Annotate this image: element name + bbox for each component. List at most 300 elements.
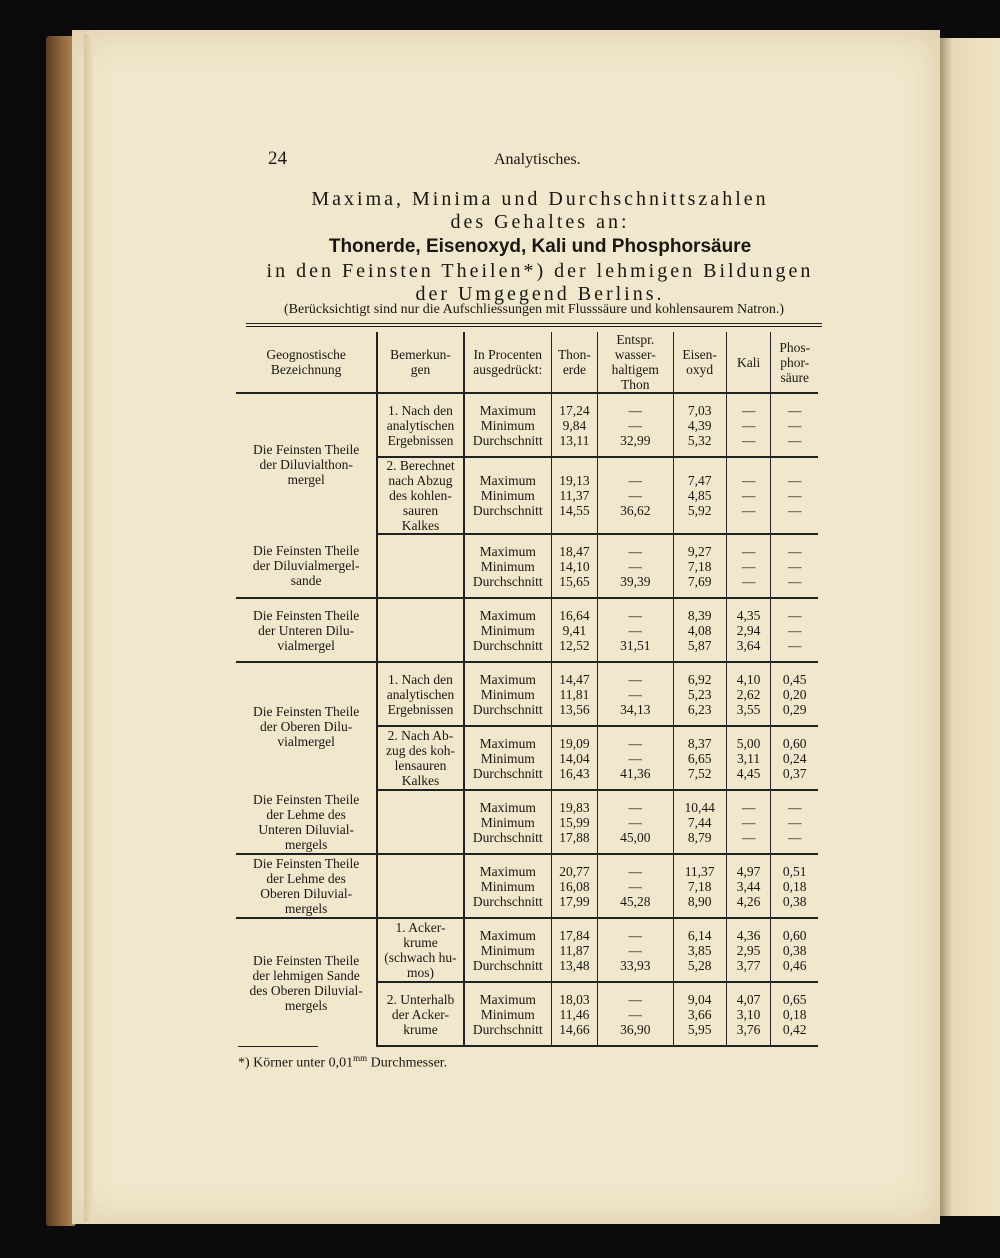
page-gutter [84,34,94,1222]
geo-designation-line: Oberen Diluvial- [260,886,353,901]
remark-line: krume [403,935,438,950]
thonerde-cell-value: 19,83 [559,799,590,815]
title-line-4: in den Feinsten Theilen*) der lehmigen Bildungen [266,260,814,282]
kali-cell-value: 4,07 [736,991,761,1007]
thonerde-cell-value: 17,24 [559,402,590,418]
stat-labels-value: Minimum [480,1006,535,1022]
entspr-thon-cell [597,726,673,790]
eisenoxyd-cell-value: 7,52 [687,765,712,781]
thonerde-cell [551,534,597,598]
eisenoxyd-cell-value: 8,37 [687,735,712,751]
stat-labels-value: Maximum [479,473,536,488]
phosphorsaeure-cell-value: — [787,637,802,653]
kali-cell-value: 3,77 [736,957,761,973]
stat-labels-value: Minimum [480,622,535,638]
stat-labels-value: Durchschnitt [472,957,543,973]
eisenoxyd-cell-value: 8,79 [687,829,712,845]
table-note: (Berücksichtigt sind nur die Aufschliessungen mit Flusssäure und kohlensaurem Natron.) [283,302,785,317]
header-ent-line: Entspr. [616,332,655,347]
phosphorsaeure-cell-value: 0,18 [782,1006,807,1022]
entspr-thon-cell-value: — [628,735,642,751]
eisenoxyd-cell-value: 5,32 [687,432,712,448]
title-line-1: Maxima, Minima und Durchschnittszahlen [311,188,769,210]
table-row [236,598,818,662]
thonerde-cell-value: 17,84 [559,927,590,943]
remark-line: 1. Nach den [388,402,453,418]
stat-labels-value: Maximum [479,927,536,943]
entspr-thon-cell-value: — [628,878,642,894]
entspr-thon-cell-value: — [628,473,642,488]
thonerde-cell-value: 14,04 [559,750,590,766]
kali-cell-value: — [741,814,756,830]
table-row [236,854,818,918]
thonerde-cell-value: 14,47 [559,671,590,687]
stat-labels [464,854,552,918]
thonerde-cell-value: 14,10 [559,558,590,574]
header-ent-line: haltigem [611,362,659,377]
kali-cell-value: — [741,573,756,589]
remark-line: 2. Unterhalb [386,991,455,1007]
thonerde-cell-value: 13,48 [559,957,590,973]
entspr-thon-cell [597,457,673,534]
stat-labels-value: Minimum [480,942,535,958]
phosphorsaeure-cell-value: — [787,402,802,418]
geo-designation-line: Die Feinsten Theile [253,791,360,807]
thonerde-cell-value: 15,65 [559,573,590,589]
geo-designation-line: vialmergel [277,637,335,653]
thonerde-cell-value: 9,84 [562,417,587,433]
entspr-thon-cell-value: — [628,814,642,830]
phosphorsaeure-cell [771,662,818,726]
kali-cell-value: 3,11 [737,750,761,766]
footnote-rule [238,1046,318,1047]
kali-cell-value: 4,26 [736,893,761,909]
kali-cell-value: — [741,558,756,574]
eisenoxyd-cell [673,726,726,790]
entspr-thon-cell-value: 33,93 [620,957,651,973]
geo-designation-line: der Diluvialthon- [259,456,353,472]
phosphorsaeure-cell-value: — [787,417,802,433]
phosphorsaeure-cell [771,790,818,854]
entspr-thon-cell-value: — [628,402,642,418]
stat-labels-value: Durchschnitt [472,701,543,717]
table-title [230,188,850,306]
remark-cell [377,598,463,662]
thonerde-cell-value: 16,43 [559,765,590,781]
entspr-thon-cell-value: — [628,622,642,638]
header-bem-line: gen [410,362,431,377]
header-kali-line: Kali [736,354,761,370]
thonerde-cell-value: 13,11 [559,432,590,448]
geo-designation-line: Die Feinsten Theile [253,856,360,871]
thonerde-cell-value: 11,81 [559,686,590,702]
geo-designation-line: Die Feinsten Theile [253,441,360,457]
kali-cell [726,662,771,726]
title-line-2: des Gehaltes an: [450,211,630,233]
thonerde-cell-value: 16,64 [559,607,590,623]
remark-line: 1. Nach den [388,671,453,687]
kali-cell-value: — [741,799,756,815]
kali-cell-value: 3,76 [736,1021,761,1037]
footnote-text [238,1053,538,1072]
eisenoxyd-cell-value: 6,23 [687,701,712,717]
entspr-thon-cell-value: 41,36 [620,765,651,781]
stat-labels-value: Durchschnitt [472,637,543,653]
geo-designation-line: der lehmigen Sande [252,967,360,983]
kali-cell [726,457,771,534]
header-thon-line: Thon- [557,347,591,362]
eisenoxyd-cell-value: 3,85 [687,942,712,958]
entspr-thon-cell [597,790,673,854]
phosphorsaeure-cell [771,918,818,982]
stat-labels-value: Durchschnitt [472,765,543,781]
table-body [236,393,818,1046]
kali-cell-value: 4,45 [736,765,761,781]
stat-labels [464,982,552,1046]
geo-designation-line: Die Feinsten Theile [253,704,360,719]
footnote-suffix: Durchmesser. [367,1055,448,1071]
stat-labels [464,393,552,457]
thonerde-cell-value: 17,88 [559,829,590,845]
entspr-thon-cell [597,662,673,726]
kali-cell-value: 4,35 [736,607,761,623]
eisenoxyd-cell-value: 11,37 [684,863,715,879]
facing-page-edge [932,38,1000,1216]
stat-labels-value: Durchschnitt [472,573,543,589]
remark-line: krume [403,1021,438,1037]
phosphorsaeure-cell-value: 0,46 [782,957,807,973]
phosphorsaeure-cell-value: — [787,503,802,518]
header-bem-line: Bemerkun- [390,347,451,362]
eisenoxyd-cell [673,918,726,982]
remark-cell [377,726,463,790]
kali-cell-value: 4,97 [736,863,761,879]
entspr-thon-cell-value: — [628,543,642,559]
phosphorsaeure-cell-value: 0,45 [782,671,807,687]
kali-cell-value: 2,95 [736,942,761,958]
kali-cell [726,854,771,918]
entspr-thon-cell [597,854,673,918]
table-row [236,534,818,598]
phosphorsaeure-cell-value: 0,24 [782,750,807,766]
remark-cell [377,662,463,726]
remark-line: mos) [406,965,434,980]
eisenoxyd-cell-value: 7,18 [687,558,712,574]
header-geo-line: Geognostische [266,347,346,362]
kali-cell-value: — [741,473,756,488]
stat-labels [464,598,552,662]
phosphorsaeure-cell-value: — [787,814,802,830]
table-top-rule-2 [246,326,822,327]
geo-designation [236,534,377,598]
thonerde-cell-value: 9,41 [562,622,587,638]
geo-designation [236,854,377,918]
phosphorsaeure-cell [771,598,818,662]
phosphorsaeure-cell-value: 0,60 [782,927,807,943]
geo-designation-line: Die Feinsten Theile [253,543,360,558]
kali-cell-value: — [741,829,756,845]
stat-labels-value: Maximum [479,799,536,815]
thonerde-cell-value: 17,99 [559,893,590,909]
kali-cell [726,726,771,790]
remark-line: Kalkes [401,518,440,533]
stat-labels-value: Minimum [480,878,535,894]
header-proz-line: In Procenten [473,347,543,362]
stat-labels-value: Durchschnitt [472,503,543,518]
entspr-thon-cell-value: 36,90 [620,1021,651,1037]
header-phos-line: säure [780,369,809,385]
geo-designation [236,662,377,790]
table-row [236,918,818,982]
kali-cell-value: 5,00 [736,735,761,751]
phosphorsaeure-cell-value: — [787,558,802,574]
header-bem [377,332,463,393]
phosphorsaeure-cell-value: — [787,473,802,488]
entspr-thon-cell-value: 36,62 [620,503,651,518]
eisenoxyd-cell-value: 8,39 [687,607,712,623]
eisenoxyd-cell-value: 7,47 [687,473,712,488]
header-phos [771,332,818,393]
remark-line: (schwach hu- [384,950,457,965]
eisenoxyd-cell-value: 5,28 [687,957,712,973]
stat-labels-value: Minimum [480,750,535,766]
entspr-thon-cell-value: — [628,1006,642,1022]
phosphorsaeure-cell [771,726,818,790]
kali-cell-value: — [741,432,756,448]
stat-labels [464,662,552,726]
geo-designation [236,393,377,534]
geo-designation-line: der Unteren Dilu- [258,622,355,638]
entspr-thon-cell-value: 45,00 [620,829,651,845]
table-row [236,790,818,854]
geo-designation [236,790,377,854]
geo-designation-line: sande [290,573,322,588]
eisenoxyd-cell-value: 6,65 [687,750,712,766]
thonerde-cell-value: 18,47 [559,543,590,559]
thonerde-cell [551,982,597,1046]
kali-cell-value: 3,44 [736,878,761,894]
thonerde-cell-value: 11,46 [559,1006,590,1022]
remark-cell [377,393,463,457]
eisenoxyd-cell-value: 6,92 [687,671,712,687]
entspr-thon-cell-value: 45,28 [620,893,651,909]
header-thon-line: erde [562,362,587,377]
geo-designation-line: mergels [284,997,328,1013]
eisenoxyd-cell-value: 4,08 [687,622,712,638]
eisenoxyd-cell [673,982,726,1046]
phosphorsaeure-cell-value: 0,51 [782,863,807,879]
thonerde-cell-value: 15,99 [559,814,590,830]
kali-cell [726,790,771,854]
phosphorsaeure-cell-value: — [787,622,802,638]
remark-cell [377,457,463,534]
eisenoxyd-cell [673,854,726,918]
geo-designation [236,598,377,662]
phosphorsaeure-cell [771,457,818,534]
kali-cell-value: 3,64 [736,637,761,653]
thonerde-cell-value: 14,55 [559,503,590,518]
remark-cell [377,918,463,982]
entspr-thon-cell-value: — [628,799,642,815]
entspr-thon-cell-value: — [628,558,642,574]
remark-line: Ergebnissen [387,701,454,717]
thonerde-cell-value: 20,77 [559,863,590,879]
eisenoxyd-cell [673,790,726,854]
geo-designation-line: der Lehme des [266,871,346,886]
stat-labels [464,918,552,982]
geo-designation-line: Die Feinsten Theile [253,952,360,968]
footnote-prefix: *) Körner unter 0,01 [238,1055,354,1071]
phosphorsaeure-cell [771,393,818,457]
eisenoxyd-cell [673,534,726,598]
table-row [236,662,818,726]
header-eis-line: Eisen- [682,347,717,362]
stat-labels [464,790,552,854]
thonerde-cell [551,726,597,790]
entspr-thon-cell [597,982,673,1046]
stat-labels-value: Maximum [479,863,536,879]
header-ent-line: Thon [621,377,650,392]
kali-cell-value: — [741,417,756,433]
kali-cell [726,598,771,662]
eisenoxyd-cell-value: 4,39 [687,417,712,433]
geo-designation-line: der Oberen Dilu- [260,719,353,734]
kali-cell [726,982,771,1046]
eisenoxyd-cell-value: 9,27 [687,543,712,559]
entspr-thon-cell-value: 39,39 [620,573,651,589]
title-line-3: Thonerde, Eisenoxyd, Kali und Phosphorsäure [328,236,752,257]
geo-designation-line: vialmergel [277,734,335,749]
eisenoxyd-cell [673,662,726,726]
header-geo [236,332,377,393]
remark-line: nach Abzug [388,473,453,488]
kali-cell-value: — [741,488,756,503]
phosphorsaeure-cell-value: 0,38 [782,893,807,909]
phosphorsaeure-cell-value: 0,42 [782,1021,807,1037]
thonerde-cell [551,662,597,726]
phosphorsaeure-cell [771,982,818,1046]
kali-cell-value: — [741,503,756,518]
thonerde-cell-value: 11,87 [559,942,590,958]
geo-designation-line: mergel [287,471,325,487]
eisenoxyd-cell-value: 5,87 [687,637,712,653]
stat-labels [464,726,552,790]
thonerde-cell [551,918,597,982]
footnote [238,1046,538,1072]
entspr-thon-cell-value: — [628,607,642,623]
thonerde-cell-value: 19,13 [559,473,590,488]
header-phos-line: Phos- [779,339,811,355]
phosphorsaeure-cell-value: 0,18 [782,878,807,894]
page-number: 24 [268,148,287,169]
header-proz-line: ausgedrückt: [473,362,543,377]
eisenoxyd-cell-value: 9,04 [687,991,712,1007]
header-phos-line: phor- [780,354,810,370]
phosphorsaeure-cell-value: — [787,488,802,503]
remark-line: 2. Nach Ab- [387,728,454,743]
remark-line: zug des koh- [385,743,455,758]
geo-designation-line: mergels [284,836,328,852]
eisenoxyd-cell-value: 5,92 [687,503,712,518]
remark-line: Kalkes [401,773,440,788]
remark-line: 2. Berechnet [386,458,455,473]
kali-cell-value: 2,94 [736,622,761,638]
stat-labels-value: Maximum [479,735,536,751]
thonerde-cell [551,598,597,662]
kali-cell-value: 4,10 [736,671,761,687]
eisenoxyd-cell-value: 3,66 [687,1006,712,1022]
stat-labels-value: Durchschnitt [472,829,543,845]
entspr-thon-cell-value: — [628,417,642,433]
thonerde-cell [551,393,597,457]
entspr-thon-cell [597,918,673,982]
phosphorsaeure-cell-value: 0,37 [782,765,807,781]
remark-line: analytischen [386,686,455,702]
eisenoxyd-cell-value: 4,85 [687,488,712,503]
phosphorsaeure-cell-value: 0,20 [782,686,807,702]
entspr-thon-cell-value: 31,51 [620,637,651,653]
remark-cell [377,854,463,918]
remark-line: des kohlen- [389,488,452,503]
stat-labels-value: Maximum [479,607,536,623]
eisenoxyd-cell-value: 10,44 [684,799,715,815]
stat-labels [464,534,552,598]
header-thon [551,332,597,393]
remark-line: lensauren [394,758,447,773]
thonerde-cell [551,790,597,854]
eisenoxyd-cell-value: 5,95 [687,1021,712,1037]
eisenoxyd-cell-value: 7,44 [687,814,712,830]
entspr-thon-cell-value: — [628,686,642,702]
entspr-thon-cell-value: 34,13 [620,701,651,717]
page-header [268,148,708,172]
eisenoxyd-cell-value: 5,23 [687,686,712,702]
entspr-thon-cell-value: — [628,927,642,943]
data-table [236,332,818,1047]
phosphorsaeure-cell-value: — [787,432,802,448]
phosphorsaeure-cell-value: — [787,799,802,815]
header-eis-line: oxyd [686,362,714,377]
stat-labels-value: Minimum [480,814,535,830]
stat-labels-value: Durchschnitt [472,432,543,448]
entspr-thon-cell [597,598,673,662]
eisenoxyd-cell-value: 8,90 [687,893,712,909]
geo-designation-line: der Diluvialmergel- [252,558,360,573]
entspr-thon-cell [597,393,673,457]
table-row [236,393,818,457]
geo-designation-line: Die Feinsten Theile [253,607,360,623]
eisenoxyd-cell-value: 7,03 [687,402,712,418]
stat-labels-value: Durchschnitt [472,1021,543,1037]
thonerde-cell-value: 18,03 [559,991,590,1007]
phosphorsaeure-cell-value: 0,29 [782,701,807,717]
stat-labels-value: Minimum [480,417,535,433]
stat-labels-value: Minimum [480,686,535,702]
stat-labels [464,457,552,534]
stat-labels-value: Maximum [479,543,536,559]
phosphorsaeure-cell-value: — [787,829,802,845]
title-line-5: der Umgegend Berlins. [415,283,665,305]
table-header-row [236,332,818,393]
kali-cell-value: 3,55 [736,701,761,717]
remark-cell [377,534,463,598]
kali-cell [726,534,771,598]
remark-line: sauren [402,503,439,518]
kali-cell-value: — [741,402,756,418]
kali-cell-value: 2,62 [736,686,761,702]
header-ent-line: wasser- [614,347,656,362]
geo-designation [236,918,377,1046]
